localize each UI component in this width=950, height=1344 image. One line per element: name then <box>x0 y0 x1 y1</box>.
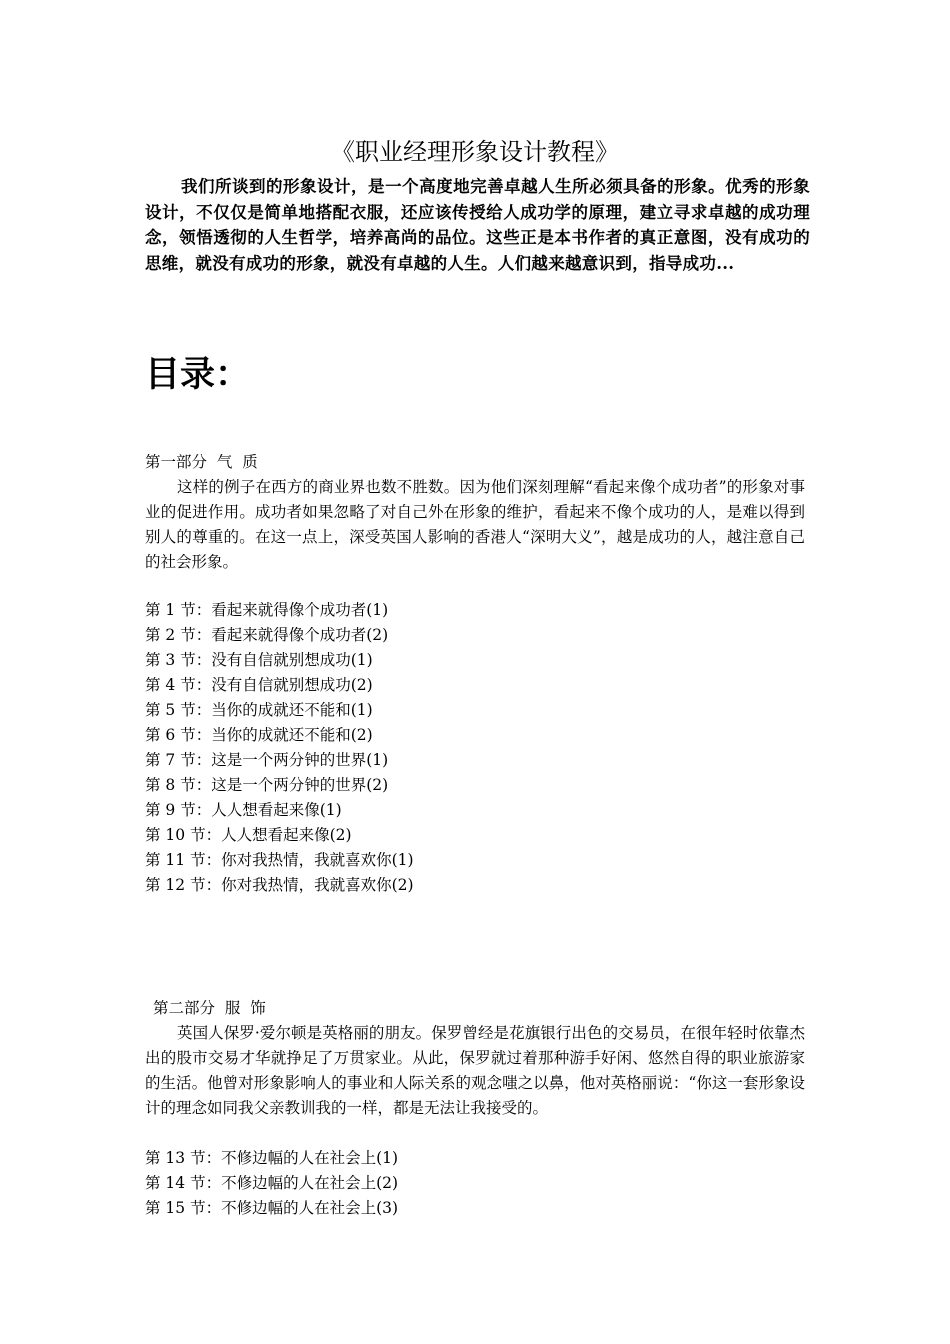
section-item: 第 7 节：这是一个两分钟的世界(1) <box>145 751 389 769</box>
section-item: 第 13 节：不修边幅的人在社会上(1) <box>145 1149 399 1167</box>
section-item: 第 6 节：当你的成就还不能和(2) <box>145 726 373 744</box>
toc-heading: 目录： <box>145 355 251 395</box>
section-item: 第 3 节：没有自信就别想成功(1) <box>145 651 373 669</box>
section-item: 第 1 节：看起来就得像个成功者(1) <box>145 601 389 619</box>
part-2-title: 第二部分 服 饰 <box>153 999 266 1017</box>
part-1-title: 第一部分 气 质 <box>145 453 258 471</box>
section-item: 第 11 节：你对我热情，我就喜欢你(1) <box>145 851 414 869</box>
section-item: 第 15 节：不修边幅的人在社会上(3) <box>145 1199 399 1217</box>
part-2-section-list <box>145 1146 398 1221</box>
section-item: 第 14 节：不修边幅的人在社会上(2) <box>145 1174 399 1192</box>
section-item: 第 10 节：人人想看起来像(2) <box>145 826 352 844</box>
part-1-description: 这样的例子在西方的商业界也数不胜数。因为他们深刻理解“看起来像个成功者”的形象对事业的促进作用。成功者如果忽略了对自己外在形象的维护，看起来不像个成功的人，是难以得到别人的尊重的。在这一点上，深受英国人影响的香港人“深明大义”，越是成功的人，越注意自己的社会形象。 <box>145 478 805 571</box>
book-title: 《职业经理形象设计教程》 <box>331 138 619 166</box>
section-item: 第 9 节：人人想看起来像(1) <box>145 801 342 819</box>
part-2-description: 英国人保罗·爱尔顿是英格丽的朋友。保罗曾经是花旗银行出色的交易员，在很年轻时依靠杰出的股市交易才华就挣足了万贯家业。从此，保罗就过着那种游手好闲、悠然自得的职业旅游家的生活。他曾对形象影响人的事业和人际关系的观念嗤之以鼻，他对英格丽说：“你这一套形象设计的理念如同我父亲教训我的一样，都是无法让我接受的。 <box>145 1024 805 1117</box>
section-item: 第 5 节：当你的成就还不能和(1) <box>145 701 373 719</box>
section-item: 第 4 节：没有自信就别想成功(2) <box>145 676 373 694</box>
part-1-section-list <box>145 598 414 898</box>
section-item: 第 2 节：看起来就得像个成功者(2) <box>145 626 389 644</box>
section-item: 第 8 节：这是一个两分钟的世界(2) <box>145 776 389 794</box>
section-item: 第 12 节：你对我热情，我就喜欢你(2) <box>145 876 414 894</box>
intro-paragraph: 我们所谈到的形象设计，是一个高度地完善卓越人生所必须具备的形象。优秀的形象设计，不仅仅是简单地搭配衣服，还应该传授给人成功学的原理，建立寻求卓越的成功理念，领悟透彻的人生哲学，培养高尚的品位。这些正是本书作者的真正意图，没有成功的思维，就没有成功的形象，就没有卓越的人生。人们越来越意识到，指导成功... <box>145 177 810 273</box>
